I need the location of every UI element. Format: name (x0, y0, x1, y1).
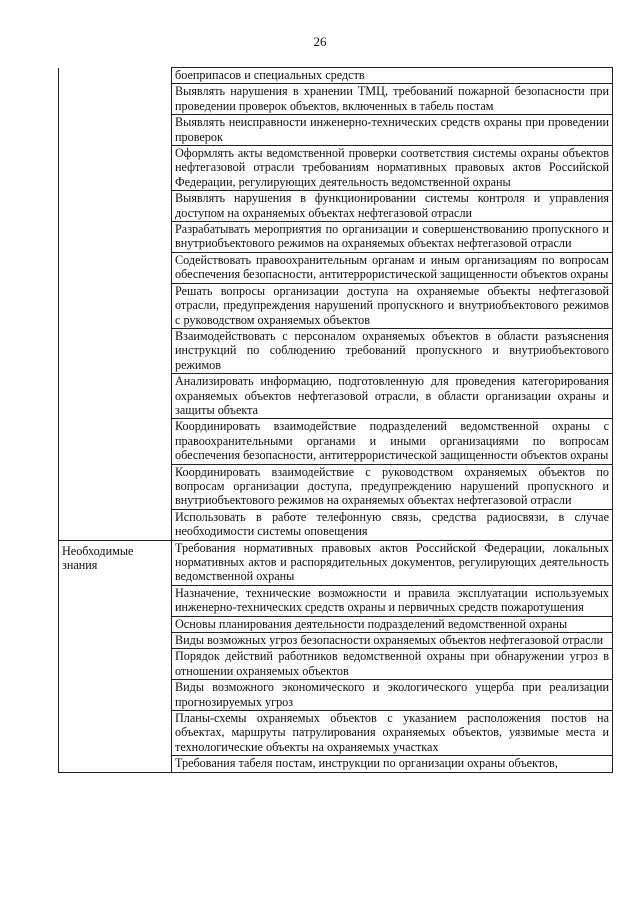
action-item: Анализировать информацию, подготовленную для проведения категорирования охраняемых объектов нефтегазовой отрасли, в области организации охраны и защиты объекта (172, 374, 613, 419)
action-item: Выявлять нарушения в функционировании системы контроля и управления доступом на охраняемых объектах нефтегазовой отрасли (172, 191, 613, 222)
knowledge-item: Виды возможного экономического и экологического ущерба при реализации прогнозируемых угроз (172, 680, 613, 711)
knowledge-item: Виды возможных угроз безопасности охраняемых объектов нефтегазовой отрасли (172, 633, 613, 649)
knowledge-item: Планы-схемы охраняемых объектов с указанием расположения постов на объектах, маршруты патрулирования охраняемых объектов, уязвимые места и технологические объекты на охраняемых участках (172, 711, 613, 756)
table-row (59, 68, 613, 84)
page-number: 26 (313, 34, 327, 49)
action-item: Выявлять нарушения в хранении ТМЦ, требований пожарной безопасности при проведении проверок объектов, включенных в табель постам (172, 84, 613, 115)
knowledge-section-label: Необходимые знания (59, 540, 172, 772)
continued-section-label (59, 68, 172, 541)
knowledge-item: Требования табеля постам, инструкции по организации охраны объектов, (172, 756, 613, 772)
action-item: Оформлять акты ведомственной проверки соответствия системы охраны объектов нефтегазовой отрасли требованиям нормативных правовых актов Российской Федерации, регулирующих деятельность ведомственной охраны (172, 146, 613, 191)
knowledge-item: Порядок действий работников ведомственной охраны при обнаружении угроз в отношении охраняемых объектов (172, 649, 613, 680)
knowledge-item: Основы планирования деятельности подразделений ведомственной охраны (172, 616, 613, 632)
action-item: Решать вопросы организации доступа на охраняемые объекты нефтегазовой отрасли, предупреждения нарушений пропускного и внутриобъектового режимов с руководством охраняемых объектов (172, 283, 613, 328)
action-item: Выявлять неисправности инженерно-технических средств охраны при проведении проверок (172, 115, 613, 146)
action-item: Взаимодействовать с персоналом охраняемых объектов в области разъяснения инструкций по соблюдению требований пропускного и внутриобъектового режимов (172, 328, 613, 373)
action-item: Разрабатывать мероприятия по организации и совершенствованию пропускного и внутриобъектового режимов на охраняемых объектах нефтегазовой отрасли (172, 222, 613, 253)
competency-table (58, 67, 613, 773)
action-item: Использовать в работе телефонную связь, средства радиосвязи, в случае необходимости системы оповещения (172, 509, 613, 540)
knowledge-item: Требования нормативных правовых актов Российской Федерации, локальных нормативных актов и распорядительных документов, регулирующих деятельность ведомственной охраны (172, 540, 613, 585)
knowledge-item: Назначение, технические возможности и правила эксплуатации используемых инженерно-технических средств охраны и первичных средств пожаротушения (172, 585, 613, 616)
action-item: Координировать взаимодействие подразделений ведомственной охраны с правоохранительными органами и иными организациями по вопросам обеспечения безопасности, антитеррористической защищенности объектов охраны (172, 419, 613, 464)
action-item: Содействовать правоохранительным органам и иным организациям по вопросам обеспечения безопасности, антитеррористической защищенности объектов охраны (172, 252, 613, 283)
action-item: боеприпасов и специальных средств (172, 68, 613, 84)
action-item: Координировать взаимодействие с руководством охраняемых объектов по вопросам организации доступа, предупреждению нарушений пропускного и внутриобъектового режимов на охраняемых объектах нефтегазовой отрасли (172, 464, 613, 509)
table-row (59, 540, 613, 585)
